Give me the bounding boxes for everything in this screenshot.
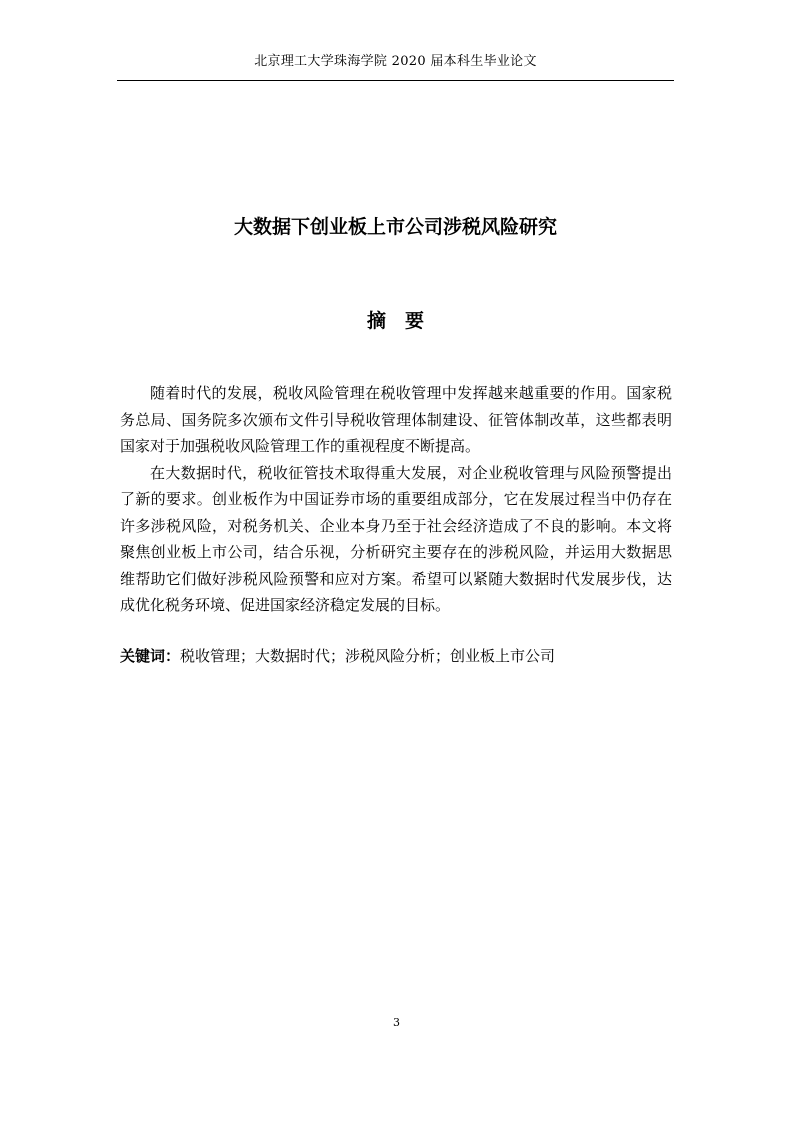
abstract-paragraph-1: 随着时代的发展，税收风险管理在税收管理中发挥越来越重要的作用。国家税务总局、国务院多次颁布文件引导税收管理体制建设、征管体制改革，这些都表明国家对于加强税收风险管理工作的重视程度不断提高。	[120, 384, 672, 455]
page-number: 3	[393, 1016, 400, 1029]
keywords-line	[120, 643, 672, 669]
keywords-text: 税收管理；大数据时代；涉税风险分析；创业板上市公司	[180, 647, 556, 665]
abstract-body	[120, 380, 672, 619]
keywords-label: 关键词：	[120, 647, 181, 665]
abstract-heading: 摘要	[366, 310, 443, 332]
thesis-title: 大数据下创业板上市公司涉税风险研究	[233, 216, 557, 238]
header-divider	[117, 80, 674, 81]
page-header: 北京理工大学珠海学院 2020 届本科生毕业论文	[254, 54, 537, 69]
abstract-paragraph-2: 在大数据时代，税收征管技术取得重大发展，对企业税收管理与风险预警提出了新的要求。创业板作为中国证券市场的重要组成部分，它在发展过程当中仍存在许多涉税风险，对税务机关、企业本身乃至于社会经济造成了不良的影响。本文将聚焦创业板上市公司，结合乐视，分析研究主要存在的涉税风险，并运用大数据思维帮助它们做好涉税风险预警和应对方案。希望可以紧随大数据时代发展步伐，达成优化税务环境、促进国家经济稳定发展的目标。	[120, 463, 672, 614]
